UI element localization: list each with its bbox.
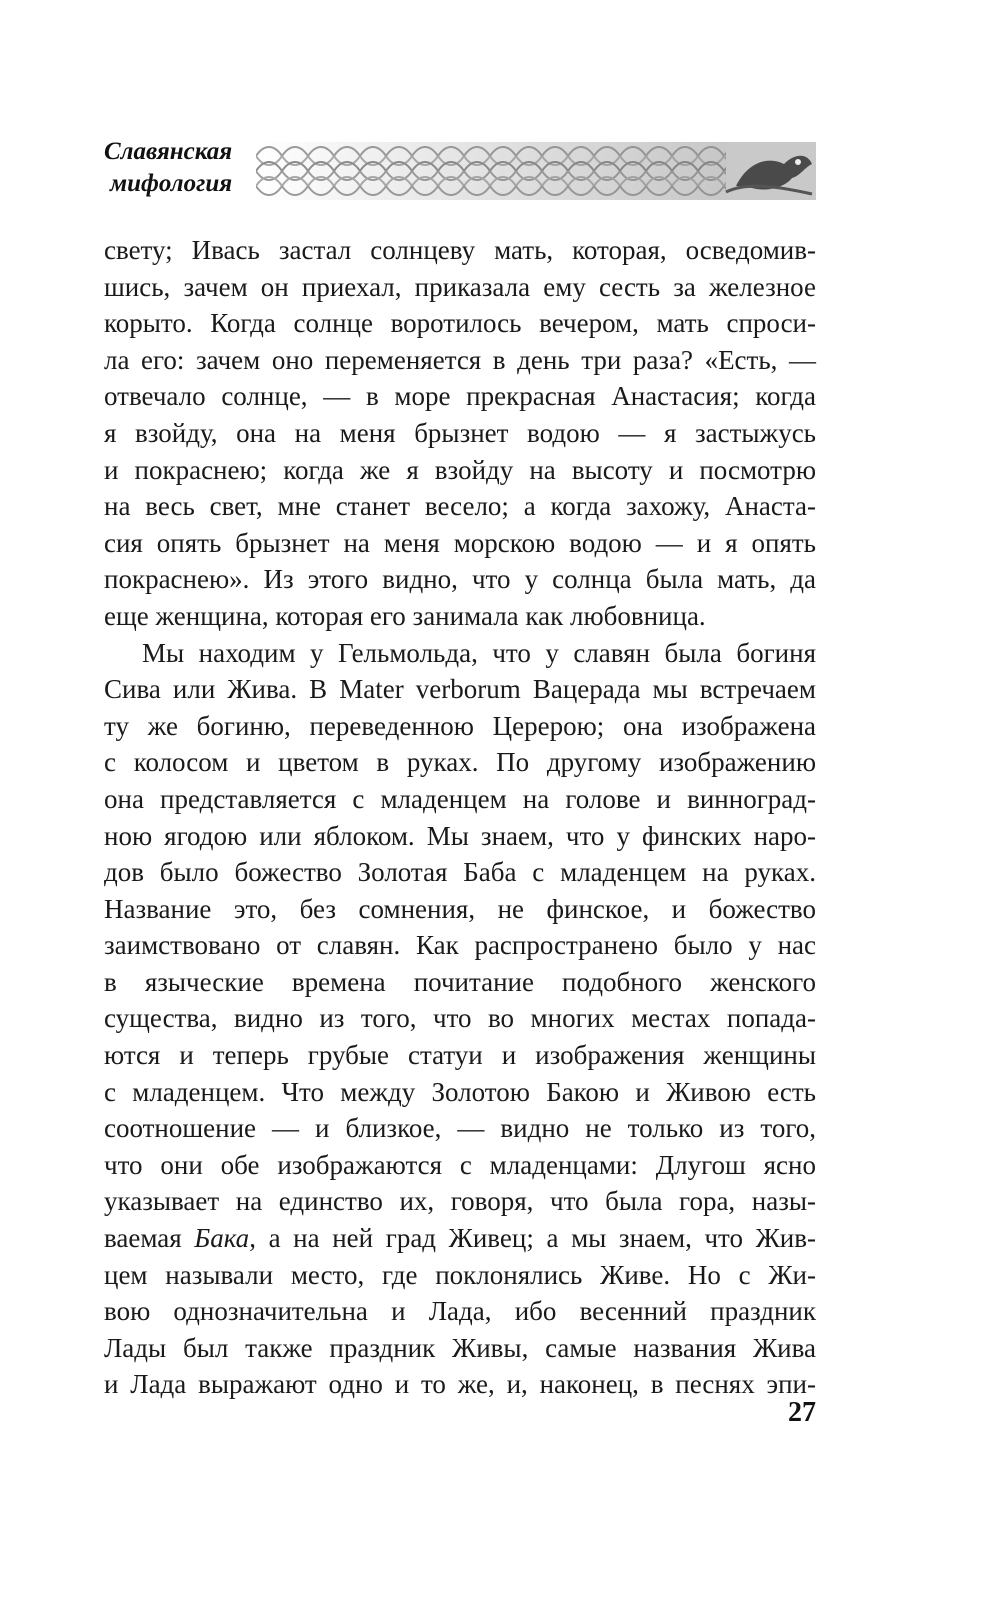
- text-line: я взойду, она на меня брызнет водою — я застыжусь: [104, 417, 816, 448]
- text-line: отвечало солнце, — в море прекрасная Анастасия; когда: [104, 381, 816, 412]
- text-line: свету; Ивась застал солнцеву мать, которая, осведомив-: [104, 235, 816, 265]
- text-line: сия опять брызнет на меня морскою водою — и я опять: [104, 527, 816, 558]
- text-fragment: ваемая: [104, 1223, 195, 1254]
- header-title-line-1: Славянская: [104, 138, 233, 165]
- italic-term: Бака: [194, 1223, 250, 1254]
- text-line: и Лада выражают одно и то же, и, наконец, в песнях эпи-: [104, 1369, 816, 1400]
- text-line: еще женщина, которая его занимала как любовница.: [104, 600, 706, 631]
- text-line: дов было божество Золотая Баба с младенцем на руках.: [104, 857, 816, 888]
- text-line: корыто. Когда солнце воротилось вечером, мать спроси-: [104, 308, 816, 339]
- text-line: шись, зачем он приехал, приказала ему сесть за железное: [104, 271, 816, 302]
- running-header-title: [104, 136, 254, 200]
- text-fragment: , а на ней град Живец; а мы знаем, что Жив-: [249, 1223, 816, 1254]
- text-line: цем называли место, где поклонялись Живе. Но с Жи-: [104, 1259, 816, 1290]
- text-line: с младенцем. Что между Золотою Бакою и Живою есть: [104, 1076, 816, 1107]
- text-line: покраснею». Из этого видно, что у солнца была мать, да: [104, 564, 816, 595]
- text-line: Название это, без сомнения, не финское, и божество: [104, 893, 816, 924]
- text-line: ту же богиню, переведенною Церерою; она изображена: [104, 710, 816, 741]
- page-number: 27: [788, 1397, 816, 1428]
- text-line-baka: [104, 1220, 816, 1257]
- text-line: вою однозначительна и Лада, ибо весенний праздник: [104, 1296, 816, 1327]
- text-line: Мы находим у Гельмольда, что у славян была богиня: [142, 637, 816, 668]
- text-line: Лады был также праздник Живы, самые названия Жива: [104, 1332, 816, 1363]
- text-line: с колосом и цветом в руках. По другому изображению: [104, 747, 816, 778]
- braided-band-ornament: [256, 142, 816, 200]
- text-line: она представляется с младенцем на голове и винноград-: [104, 783, 816, 814]
- text-line: соотношение — и близкое, — видно не только из того,: [104, 1113, 816, 1144]
- text-line: Сива или Жива. В Mater verborum Вацерада мы встречаем: [104, 674, 816, 705]
- text-line: заимствовано от славян. Как распространено было у нас: [104, 930, 816, 961]
- text-line: и покраснею; когда же я взойду на высоту и посмотрю: [104, 454, 816, 485]
- text-line: что они обе изображаются с младенцами: Длугош ясно: [104, 1149, 816, 1180]
- text-line: существа, видно из того, что во многих местах попада-: [104, 1003, 816, 1034]
- header-title-line-2: мифология: [110, 170, 233, 197]
- text-line: на весь свет, мне станет весело; а когда захожу, Анаста-: [104, 491, 816, 522]
- text-line: в языческие времена почитание подобного женского: [104, 966, 816, 997]
- text-line: ла его: зачем оно переменяется в день три раза? «Есть, —: [104, 344, 816, 375]
- text-line: ются и теперь грубые статуи и изображения женщины: [104, 1040, 816, 1071]
- text-line: указывает на единство их, говоря, что была гора, назы-: [104, 1186, 816, 1217]
- running-header: [104, 136, 816, 206]
- body-text: [104, 232, 816, 1403]
- text-line: ною ягодою или яблоком. Мы знаем, что у финских наро-: [104, 820, 816, 851]
